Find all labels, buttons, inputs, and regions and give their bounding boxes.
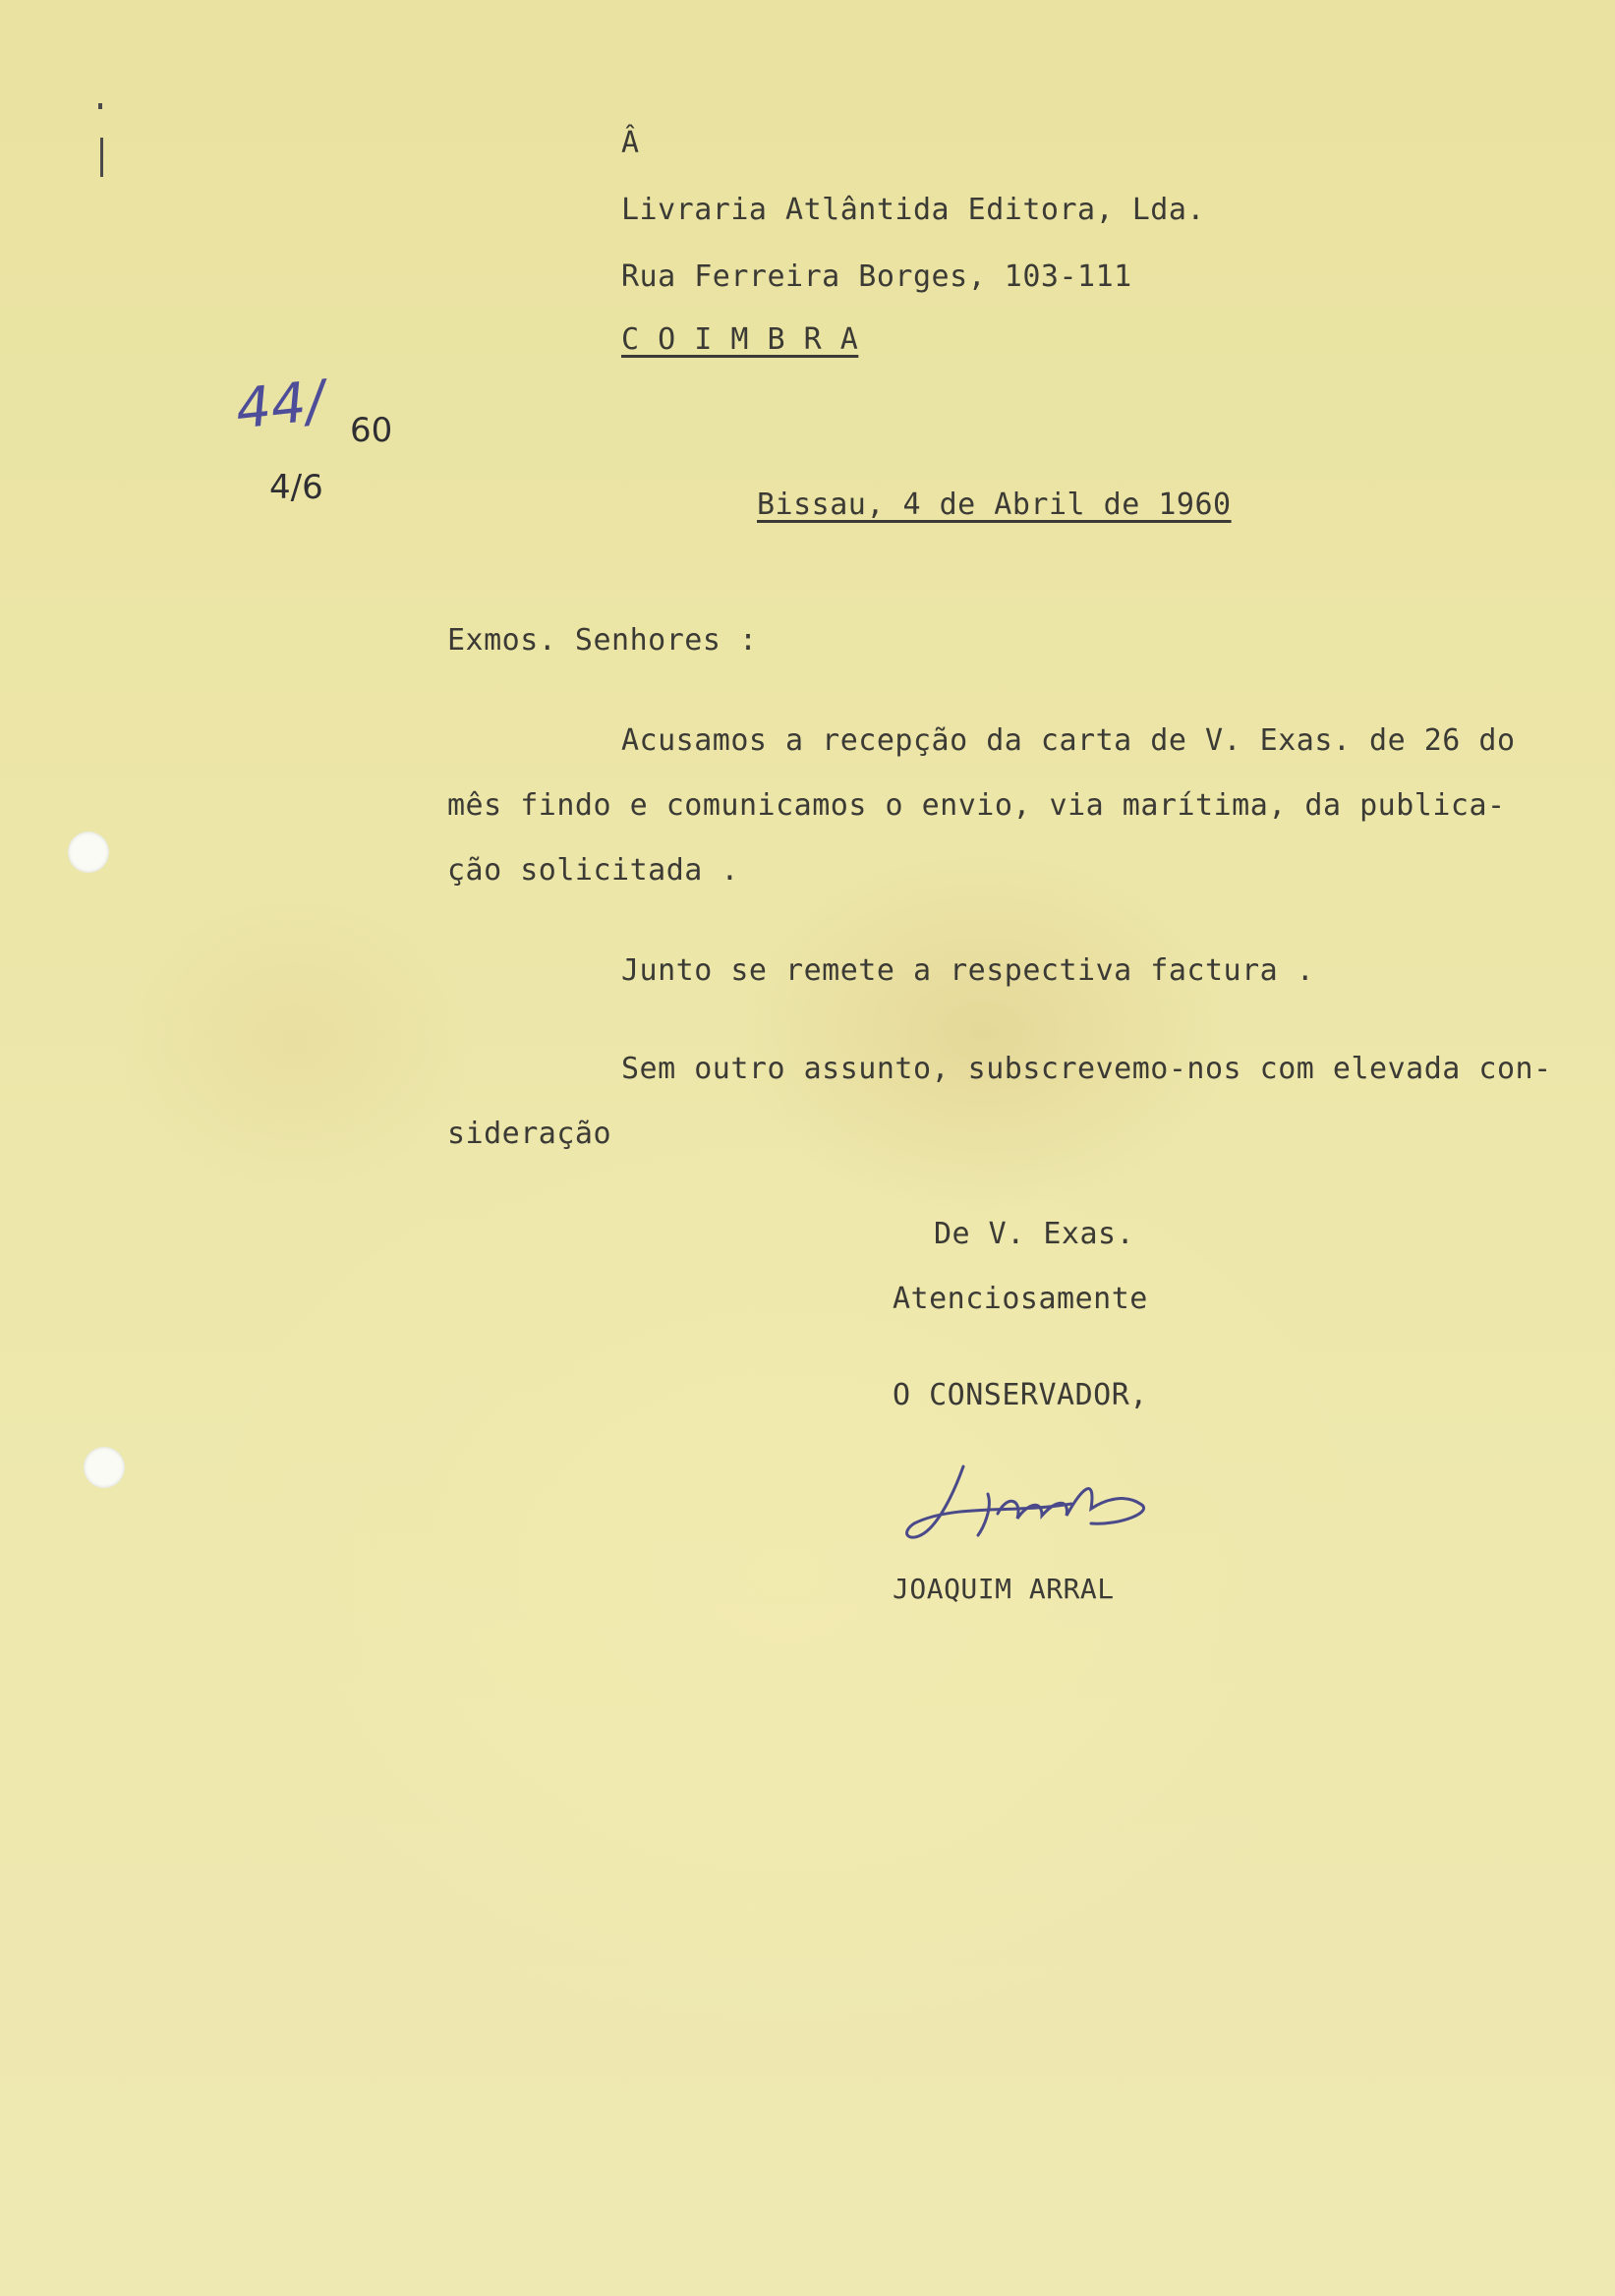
signature xyxy=(894,1455,1209,1563)
recipient-name: Livraria Atlântida Editora, Lda. xyxy=(621,193,1205,227)
body-paragraph-3-line-1: Sem outro assunto, subscrevemo-nos com elevada con- xyxy=(621,1052,1552,1086)
reference-sub: 4/6 xyxy=(269,468,323,507)
closing-title: O CONSERVADOR, xyxy=(893,1378,1148,1412)
recipient-prefix: Â xyxy=(621,126,640,160)
margin-mark xyxy=(100,138,103,177)
body-paragraph-1-line-2: mês findo e comunicamos o envio, via marítima, da publica- xyxy=(447,788,1506,823)
reference-year: 60 xyxy=(350,411,393,450)
punch-hole xyxy=(68,832,109,873)
salutation: Exmos. Senhores : xyxy=(447,623,758,658)
body-paragraph-3-line-2: sideração xyxy=(447,1117,612,1151)
closing-line-2: Atenciosamente xyxy=(893,1282,1148,1316)
date-line: Bissau, 4 de Abril de 1960 xyxy=(757,488,1232,522)
body-paragraph-1-line-3: ção solicitada . xyxy=(447,853,739,888)
body-paragraph-2: Junto se remete a respectiva factura . xyxy=(621,953,1315,988)
signatory-name: JOAQUIM ARRAL xyxy=(893,1573,1115,1605)
closing-line-1: De V. Exas. xyxy=(934,1217,1135,1251)
recipient-city: C O I M B R A xyxy=(621,322,859,357)
margin-mark xyxy=(98,103,102,109)
punch-hole xyxy=(84,1447,125,1488)
recipient-street: Rua Ferreira Borges, 103-111 xyxy=(621,259,1132,294)
reference-number: 44/ xyxy=(232,369,328,442)
body-paragraph-1-line-1: Acusamos a recepção da carta de V. Exas. de 26 do xyxy=(621,723,1516,758)
